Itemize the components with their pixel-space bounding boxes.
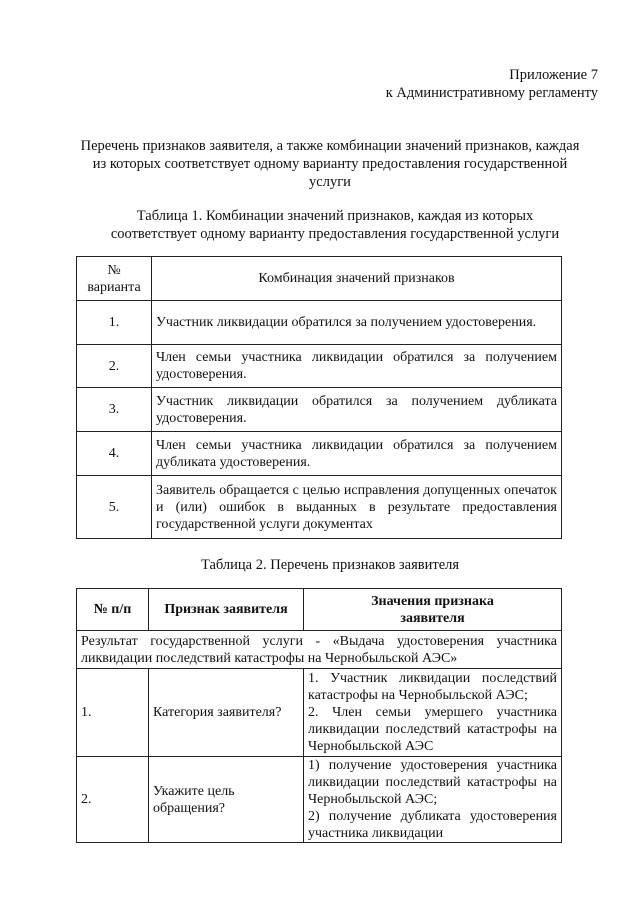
table-row <box>77 345 562 388</box>
table2-applicant-signs <box>76 588 562 843</box>
appendix-reference: к Административному регламенту <box>385 85 598 101</box>
sign-number: 2. <box>77 757 149 843</box>
sign-name-line-1: Укажите цель <box>153 783 235 799</box>
title-line-1: Перечень признаков заявителя, а также комбинации значений признаков, каждая <box>80 138 580 154</box>
document-title <box>60 137 600 191</box>
appendix-heading <box>386 66 598 102</box>
table-row <box>77 432 562 476</box>
variant-number: 3. <box>77 388 152 432</box>
table1-combinations <box>76 256 562 539</box>
table2-result-row <box>77 631 562 669</box>
variant-combination: Член семьи участника ликвидации обратился за получением дубликата удостоверения. <box>152 432 562 476</box>
table1-header-row <box>77 257 562 301</box>
table1-caption <box>70 207 600 243</box>
table2-header-values-line-2: заявителя <box>400 610 465 626</box>
table-row <box>77 301 562 345</box>
table2-header-num: № п/п <box>77 589 149 631</box>
variant-number: 4. <box>77 432 152 476</box>
table-row <box>77 757 562 843</box>
table2-header-values <box>304 589 562 631</box>
table-row <box>77 476 562 539</box>
variant-number: 5. <box>77 476 152 539</box>
sign-name <box>149 757 304 843</box>
variant-number: 2. <box>77 345 152 388</box>
table1-header-num-symbol: № <box>107 262 121 278</box>
variant-combination: Заявитель обращается с целью исправления допущенных опечаток и (или) ошибок в выданных в результате предоставления государственной услуги документах <box>152 476 562 539</box>
variant-number: 1. <box>77 301 152 345</box>
table-row <box>77 669 562 757</box>
appendix-number: Приложение 7 <box>509 67 598 83</box>
table1-header-num-label: варианта <box>87 279 141 295</box>
sign-values <box>304 757 562 843</box>
sign-name: Категория заявителя? <box>149 669 304 757</box>
table1-header-combo: Комбинация значений признаков <box>152 257 562 301</box>
table2-caption: Таблица 2. Перечень признаков заявителя <box>200 557 460 573</box>
table2-header-values-line-1: Значения признака <box>371 593 494 609</box>
sign-values <box>304 669 562 757</box>
table2-header-sign: Признак заявителя <box>149 589 304 631</box>
variant-combination: Участник ликвидации обратился за получением удостоверения. <box>152 301 562 345</box>
sign-number: 1. <box>77 669 149 757</box>
title-line-3: услуги <box>309 174 351 190</box>
table1-caption-line-2: соответствует одному варианту предоставления государственной услуги <box>110 226 560 242</box>
variant-combination: Член семьи участника ликвидации обратился за получением удостоверения. <box>152 345 562 388</box>
table2-header-row <box>77 589 562 631</box>
variant-combination: Участник ликвидации обратился за получением дубликата удостоверения. <box>152 388 562 432</box>
service-result: Результат государственной услуги - «Выдача удостоверения участника ликвидации последствий катастрофы на Чернобыльской АЭС» <box>77 631 562 669</box>
sign-value: 1. Участник ликвидации последствий катастрофы на Чернобыльской АЭС; <box>308 671 557 703</box>
sign-value: 1) получение удостоверения участника ликвидации последствий катастрофы на Чернобыльской АЭС; <box>308 758 557 807</box>
sign-value: 2) получение дубликата удостоверения участника ликвидации <box>308 809 557 841</box>
table1-header-num <box>77 257 152 301</box>
table-row <box>77 388 562 432</box>
sign-name-line-2: обращения? <box>153 800 225 816</box>
sign-value: 2. Член семьи умершего участника ликвидации последствий катастрофы на Чернобыльской АЭС <box>308 705 557 754</box>
table1-caption-line-1: Таблица 1. Комбинации значений признаков, каждая из которых <box>136 208 534 224</box>
title-line-2: из которых соответствует одному варианту предоставления государственной <box>92 156 568 172</box>
